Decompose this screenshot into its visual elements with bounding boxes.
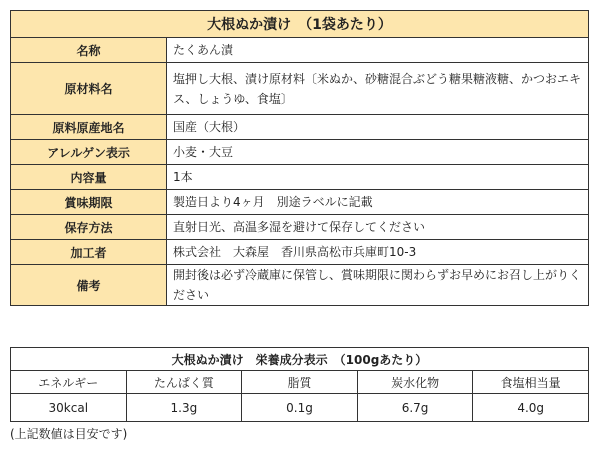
product-table-title: 大根ぬか漬け （1袋あたり）	[11, 11, 589, 38]
table-row	[11, 63, 589, 115]
table-row	[11, 215, 589, 240]
row-label: 原材料名	[11, 63, 167, 115]
nutrition-value-row	[11, 394, 589, 422]
row-value: 直射日光、高温多湿を避けて保存してください	[167, 215, 589, 240]
row-label: 内容量	[11, 165, 167, 190]
table-row	[11, 140, 589, 165]
row-value: 小麦・大豆	[167, 140, 589, 165]
table-row	[11, 165, 589, 190]
row-label: アレルゲン表示	[11, 140, 167, 165]
table-row	[11, 265, 589, 306]
nutrition-table	[10, 347, 589, 422]
nutrition-table-title: 大根ぬか漬け 栄養成分表示 （100gあたり）	[11, 348, 589, 371]
row-label: 原料原産地名	[11, 115, 167, 140]
nutrient-value: 4.0g	[473, 394, 589, 422]
row-label: 備考	[11, 265, 167, 306]
nutrient-header: 脂質	[242, 371, 358, 394]
row-value: たくあん漬	[167, 38, 589, 63]
row-label: 賞味期限	[11, 190, 167, 215]
nutrient-value: 30kcal	[11, 394, 127, 422]
row-value: 国産（大根）	[167, 115, 589, 140]
table-row	[11, 38, 589, 63]
row-value: 開封後は必ず冷蔵庫に保管し、賞味期限に関わらずお早めにお召し上がりください	[167, 265, 589, 306]
row-value: 株式会社 大森屋 香川県高松市兵庫町10-3	[167, 240, 589, 265]
nutrient-header: 食塩相当量	[473, 371, 589, 394]
nutrition-header-row	[11, 371, 589, 394]
row-label: 加工者	[11, 240, 167, 265]
table-row	[11, 190, 589, 215]
nutrient-value: 1.3g	[126, 394, 242, 422]
nutrient-header: たんぱく質	[126, 371, 242, 394]
row-value: 1本	[167, 165, 589, 190]
table-row	[11, 115, 589, 140]
nutrient-header: エネルギー	[11, 371, 127, 394]
row-label: 保存方法	[11, 215, 167, 240]
row-label: 名称	[11, 38, 167, 63]
row-value: 塩押し大根、漬け原材料〔米ぬか、砂糖混合ぶどう糖果糖液糖、かつおエキス、しょうゆ、食塩〕	[167, 63, 589, 115]
row-value: 製造日より4ヶ月 別途ラベルに記載	[167, 190, 589, 215]
nutrient-value: 6.7g	[357, 394, 473, 422]
nutrient-value: 0.1g	[242, 394, 358, 422]
table-row	[11, 240, 589, 265]
footnote: (上記数値は目安です)	[10, 427, 128, 441]
nutrient-header: 炭水化物	[357, 371, 473, 394]
product-info-table	[10, 10, 589, 306]
